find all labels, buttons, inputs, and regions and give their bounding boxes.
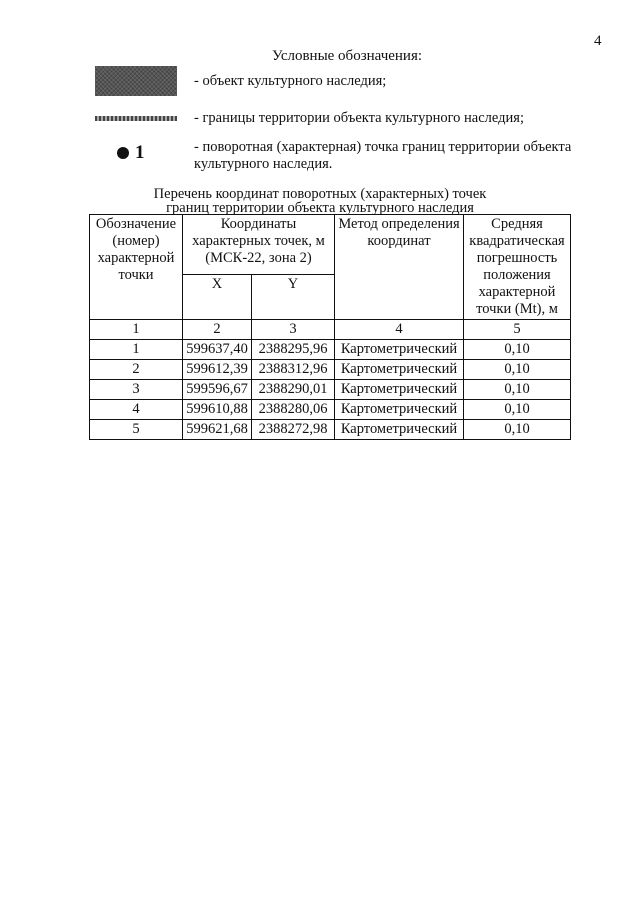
header-error: Средняя квадратическая погрешность положения характерной точки (Mt), м: [464, 215, 571, 320]
header-x: X: [183, 275, 252, 320]
table-row: [90, 340, 571, 360]
dot-marker-label: 1: [135, 142, 145, 163]
cell-point: 1: [90, 340, 183, 360]
cell-method: Картометрический: [335, 360, 464, 380]
column-number: 1: [90, 320, 183, 340]
table-row: [90, 360, 571, 380]
cell-y: 2388280,06: [252, 400, 335, 420]
cell-x: 599637,40: [183, 340, 252, 360]
cell-method: Картометрический: [335, 340, 464, 360]
legend-item-text: - объект культурного наследия;: [194, 73, 387, 89]
header-y: Y: [252, 275, 335, 320]
header-coordinates: Координаты характерных точек, м (МСК-22, зона 2): [183, 215, 335, 275]
cell-method: Картометрический: [335, 400, 464, 420]
cell-y: 2388312,96: [252, 360, 335, 380]
cell-method: Картометрический: [335, 420, 464, 440]
cell-point: 4: [90, 400, 183, 420]
cell-error: 0,10: [464, 380, 571, 400]
cell-x: 599610,88: [183, 400, 252, 420]
cell-point: 3: [90, 380, 183, 400]
cell-error: 0,10: [464, 420, 571, 440]
cell-method: Картометрический: [335, 380, 464, 400]
black-dot-icon: [117, 147, 129, 159]
table-header-row: [90, 215, 571, 275]
table-row: [90, 400, 571, 420]
legend-item-text: - поворотная (характерная) точка границ территории объекта культурного наследия.: [194, 139, 572, 172]
dashed-border-line-icon: [95, 116, 177, 121]
column-number: 3: [252, 320, 335, 340]
column-number: 2: [183, 320, 252, 340]
cell-error: 0,10: [464, 340, 571, 360]
page-number: 4: [594, 33, 602, 49]
header-method: Метод определения координат: [335, 215, 464, 320]
table-title-line2: границ территории объекта культурного наследия: [166, 200, 474, 216]
table-title-line1: Перечень координат поворотных (характерных) точек: [153, 186, 487, 202]
cell-point: 2: [90, 360, 183, 380]
column-number-row: [90, 320, 571, 340]
cell-y: 2388295,96: [252, 340, 335, 360]
table-row: [90, 420, 571, 440]
cell-x: 599612,39: [183, 360, 252, 380]
cell-y: 2388290,01: [252, 380, 335, 400]
hatched-rectangle-icon: [95, 66, 177, 96]
column-number: 4: [335, 320, 464, 340]
cell-error: 0,10: [464, 360, 571, 380]
legend-title: Условные обозначения:: [272, 48, 423, 64]
cell-point: 5: [90, 420, 183, 440]
cell-y: 2388272,98: [252, 420, 335, 440]
table-row: [90, 380, 571, 400]
column-number: 5: [464, 320, 571, 340]
legend-item-text: - границы территории объекта культурного наследия;: [194, 110, 524, 126]
cell-x: 599596,67: [183, 380, 252, 400]
cell-x: 599621,68: [183, 420, 252, 440]
coordinates-table: [89, 214, 571, 440]
cell-error: 0,10: [464, 400, 571, 420]
header-designation: Обозначение (номер) характерной точки: [90, 215, 183, 320]
